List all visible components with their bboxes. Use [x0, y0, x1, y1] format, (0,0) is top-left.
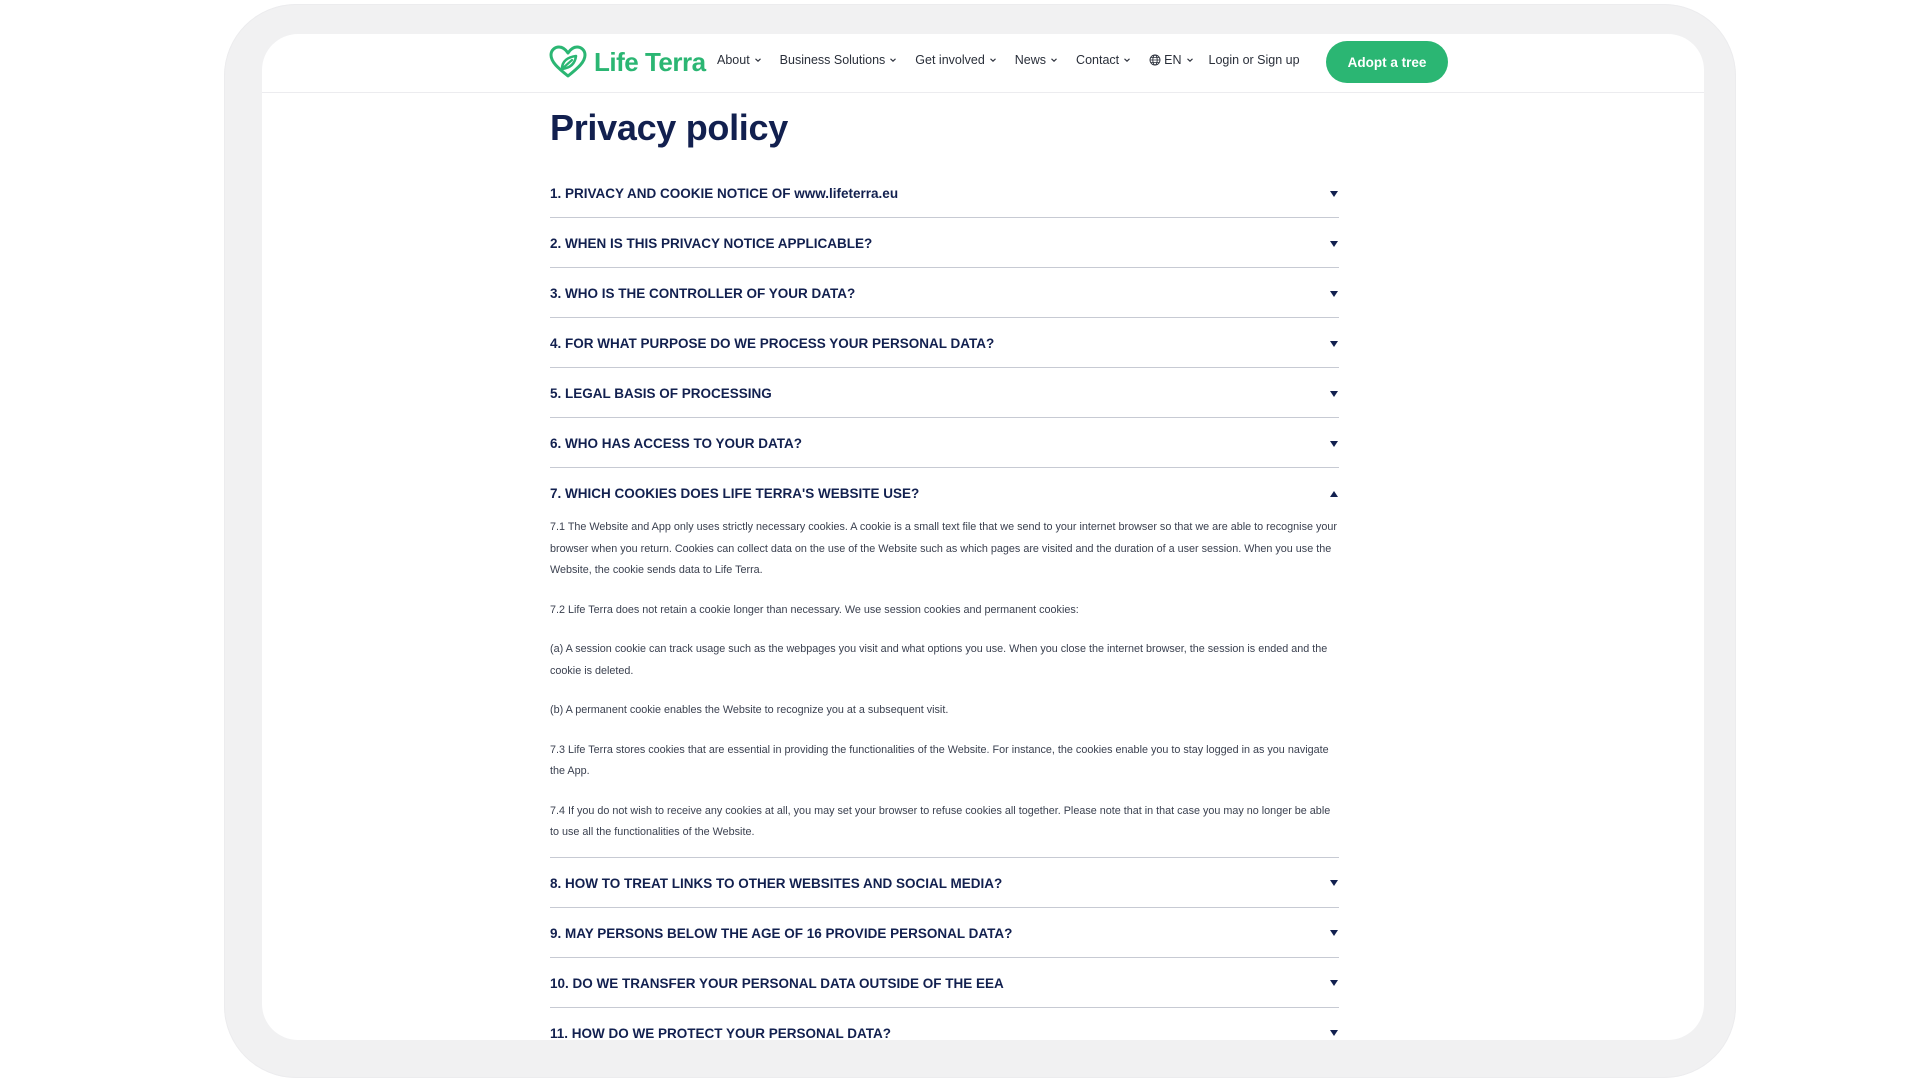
- accordion-item-10: [550, 958, 1339, 1008]
- accordion-item-1: [550, 168, 1339, 218]
- caret-down-icon: [1329, 390, 1339, 398]
- caret-down-icon: [1329, 879, 1339, 887]
- accordion-title: 4. FOR WHAT PURPOSE DO WE PROCESS YOUR PERSONAL DATA?: [550, 336, 995, 351]
- accordion-title: 8. HOW TO TREAT LINKS TO OTHER WEBSITES AND SOCIAL MEDIA?: [550, 875, 1003, 891]
- caret-down-icon: [1329, 340, 1339, 348]
- caret-down-icon: [1329, 440, 1339, 448]
- globe-icon: [1149, 54, 1161, 66]
- accordion-header[interactable]: [550, 1008, 1339, 1041]
- page-title: Privacy policy: [550, 107, 788, 148]
- language-selector[interactable]: [1149, 53, 1193, 67]
- accordion-title: 6. WHO HAS ACCESS TO YOUR DATA?: [550, 436, 803, 451]
- accordion-title: 10. DO WE TRANSFER YOUR PERSONAL DATA OUTSIDE OF THE EEA: [550, 975, 1004, 991]
- accordion-item-8: [550, 858, 1339, 908]
- main-content: [550, 104, 1339, 1040]
- accordion-item-7: [550, 468, 1339, 858]
- accordion-header[interactable]: [550, 218, 1339, 267]
- accordion-item-5: [550, 368, 1339, 418]
- accordion-title: 7. WHICH COOKIES DOES LIFE TERRA'S WEBSITE USE?: [550, 486, 920, 501]
- logo[interactable]: [548, 45, 706, 79]
- leaf-heart-icon: [548, 45, 588, 79]
- policy-paragraph: 7.2 Life Terra does not retain a cookie longer than necessary. We use session cookies and permanent cookies:: [550, 603, 1079, 616]
- chevron-down-icon: [1186, 56, 1194, 64]
- accordion-header[interactable]: [550, 958, 1339, 1007]
- accordion-header[interactable]: [550, 418, 1339, 467]
- caret-down-icon: [1329, 240, 1339, 248]
- nav-item-contact[interactable]: [1076, 53, 1131, 67]
- policy-paragraph: 7.4 If you do not wish to receive any cookies at all, you may set your browser to refuse cookies all together. Please note that in that case you may no longer be able to use all the functionalities of the Website.: [550, 804, 1331, 838]
- brand-name: Life Terra: [594, 46, 706, 77]
- accordion-header[interactable]: [550, 268, 1339, 317]
- caret-down-icon: [1329, 1029, 1339, 1037]
- accordion-title: 5. LEGAL BASIS OF PROCESSING: [550, 386, 772, 401]
- accordion-item-2: [550, 218, 1339, 268]
- nav-item-get-involved[interactable]: [915, 53, 996, 67]
- accordion-header[interactable]: [550, 908, 1339, 957]
- chevron-down-icon: [989, 56, 997, 64]
- policy-paragraph: (b) A permanent cookie enables the Website to recognize you at a subsequent visit.: [550, 704, 949, 716]
- caret-down-icon: [1329, 929, 1339, 937]
- accordion-item-9: [550, 908, 1339, 958]
- accordion-title: 9. MAY PERSONS BELOW THE AGE OF 16 PROVIDE PERSONAL DATA?: [550, 925, 1013, 941]
- caret-down-icon: [1329, 190, 1339, 198]
- accordion-title: 1. PRIVACY AND COOKIE NOTICE OF www.lifeterra.eu: [550, 186, 899, 201]
- adopt-a-tree-button[interactable]: Adopt a tree: [1326, 41, 1448, 83]
- accordion-header[interactable]: [550, 858, 1339, 907]
- nav-item-news[interactable]: [1015, 53, 1058, 67]
- accordion-header[interactable]: [550, 168, 1339, 217]
- login-link[interactable]: Login or Sign up: [1208, 53, 1300, 67]
- main-nav: [717, 53, 1300, 67]
- accordion-title: 11. HOW DO WE PROTECT YOUR PERSONAL DATA?: [550, 1025, 892, 1040]
- accordion-header[interactable]: [550, 468, 1339, 517]
- policy-paragraph: 7.3 Life Terra stores cookies that are essential in providing the functionalities of the Website. For instance, the cookies enable you to stay logged in as you navigate the App.: [550, 743, 1329, 777]
- caret-down-icon: [1329, 290, 1339, 298]
- accordion-header[interactable]: [550, 318, 1339, 367]
- accordion-item-6: [550, 418, 1339, 468]
- policy-accordion: [550, 168, 1339, 1040]
- nav-item-label: Contact: [1076, 53, 1120, 67]
- language-label: EN: [1164, 53, 1182, 67]
- policy-paragraph: (a) A session cookie can track usage such as the webpages you visit and what options you use. When you close the internet browser, the session is ended and the cookie is deleted.: [550, 643, 1328, 677]
- browser-viewport: [262, 34, 1704, 1040]
- accordion-header[interactable]: [550, 368, 1339, 417]
- nav-item-about[interactable]: [717, 53, 762, 67]
- caret-down-icon: [1329, 979, 1339, 987]
- chevron-down-icon: [1050, 56, 1058, 64]
- accordion-item-4: [550, 318, 1339, 368]
- chevron-down-icon: [754, 56, 762, 64]
- accordion-title: 2. WHEN IS THIS PRIVACY NOTICE APPLICABLE?: [550, 236, 873, 251]
- nav-item-business-solutions[interactable]: [780, 53, 898, 67]
- policy-paragraph: 7.1 The Website and App only uses strictly necessary cookies. A cookie is a small text file that we send to your internet browser so that we are able to recognise your browser when you return. Cookies can collect data on the use of the Website such as which pages are visited and the duration of a user session. When you use the Website, the cookie sends data to Life Terra.: [550, 521, 1337, 576]
- caret-up-icon: [1329, 490, 1339, 498]
- accordion-item-11: [550, 1008, 1339, 1041]
- site-header: [262, 34, 1704, 93]
- nav-item-label: Business Solutions: [779, 53, 886, 67]
- accordion-body: [550, 517, 1339, 857]
- chevron-down-icon: [889, 56, 897, 64]
- accordion-title: 3. WHO IS THE CONTROLLER OF YOUR DATA?: [550, 286, 856, 301]
- nav-item-label: News: [1014, 53, 1047, 67]
- chevron-down-icon: [1123, 56, 1131, 64]
- nav-item-label: Get involved: [915, 53, 985, 67]
- accordion-item-3: [550, 268, 1339, 318]
- nav-item-label: About: [717, 53, 750, 67]
